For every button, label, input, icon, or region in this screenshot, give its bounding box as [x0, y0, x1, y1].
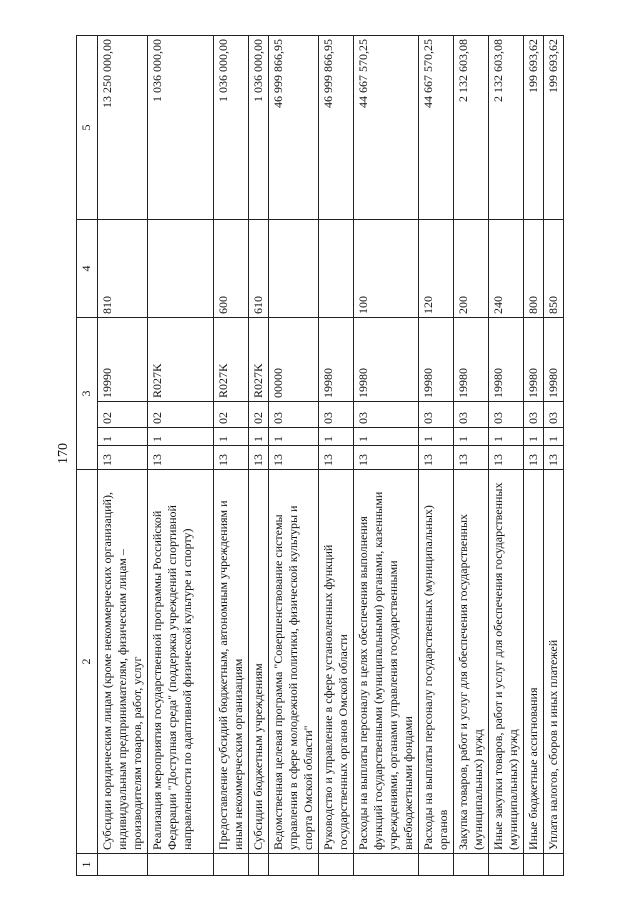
- table-row: [489, 36, 524, 876]
- row-index-cell: [148, 854, 214, 876]
- code-part-3: 03: [524, 402, 544, 428]
- code-part-2: 1: [489, 428, 524, 446]
- page-number: 170: [56, 443, 71, 464]
- table-row: [354, 36, 419, 876]
- code-part-2: 1: [148, 428, 214, 446]
- amount: 1 036 000,00: [214, 36, 249, 220]
- table-row: [148, 36, 214, 876]
- row-name: Расходы на выплаты персоналу в целях обеспечения выполнения функций государственными (муниципальными) органами, казенными учреждениями, органами управления государственными внебюджетными фондами: [354, 470, 419, 854]
- code-part-1: 13: [249, 446, 269, 470]
- row-name: Субсидии юридическим лицам (кроме некоммерческих организаций), индивидуальным предпринимателям, физическим лицам – производителям товаров, работ, услуг: [98, 470, 148, 854]
- code-part-1: 13: [524, 446, 544, 470]
- code-part-3: 02: [98, 402, 148, 428]
- code-part-1: 13: [319, 446, 354, 470]
- expense-type-code: 610: [249, 220, 269, 318]
- code-part-2: 1: [454, 428, 489, 446]
- amount: 44 667 570,25: [419, 36, 454, 220]
- table-row: [419, 36, 454, 876]
- code-part-2: 1: [249, 428, 269, 446]
- code-part-1: 13: [454, 446, 489, 470]
- code-part-4: 19980: [454, 318, 489, 402]
- code-part-1: 13: [489, 446, 524, 470]
- code-part-1: 13: [419, 446, 454, 470]
- amount: 46 999 866,95: [319, 36, 354, 220]
- row-index-cell: [319, 854, 354, 876]
- code-part-3: 03: [419, 402, 454, 428]
- code-part-3: 03: [489, 402, 524, 428]
- amount: 13 250 000,00: [98, 36, 148, 220]
- amount: 1 036 000,00: [249, 36, 269, 220]
- row-index-cell: [98, 854, 148, 876]
- row-index-cell: [269, 854, 319, 876]
- code-part-3: 03: [454, 402, 489, 428]
- amount: 199 693,62: [524, 36, 544, 220]
- expense-type-code: 600: [214, 220, 249, 318]
- amount: 2 132 603,08: [489, 36, 524, 220]
- expense-type-code: 200: [454, 220, 489, 318]
- amount: 2 132 603,08: [454, 36, 489, 220]
- code-part-1: 13: [269, 446, 319, 470]
- code-part-4: 19990: [98, 318, 148, 402]
- code-part-1: 13: [354, 446, 419, 470]
- code-part-3: 03: [319, 402, 354, 428]
- row-index-cell: [419, 854, 454, 876]
- row-index-cell: [454, 854, 489, 876]
- row-index-cell: [544, 854, 564, 876]
- header-col-3: 3: [77, 318, 98, 470]
- row-index-cell: [524, 854, 544, 876]
- header-col-5: 5: [77, 36, 98, 220]
- expense-type-code: 100: [354, 220, 419, 318]
- table-row: [319, 36, 354, 876]
- code-part-1: 13: [544, 446, 564, 470]
- header-col-1: 1: [77, 854, 98, 876]
- expense-type-code: 240: [489, 220, 524, 318]
- code-part-2: 1: [544, 428, 564, 446]
- code-part-4: 19980: [354, 318, 419, 402]
- row-name: Предоставление субсидий бюджетным, автономным учреждениям и иным некоммерческим организациям: [214, 470, 249, 854]
- code-part-2: 1: [214, 428, 249, 446]
- code-part-3: 02: [148, 402, 214, 428]
- code-part-3: 03: [544, 402, 564, 428]
- code-part-1: 13: [98, 446, 148, 470]
- code-part-4: 19980: [419, 318, 454, 402]
- code-part-2: 1: [419, 428, 454, 446]
- row-name: Иные бюджетные ассигнования: [524, 470, 544, 854]
- row-index-cell: [214, 854, 249, 876]
- row-index-cell: [354, 854, 419, 876]
- row-name: Ведомственная целевая программа "Совершенствование системы управления в сфере молодежной политики, физической культуры и спорта Омской области": [269, 470, 319, 854]
- row-index-cell: [249, 854, 269, 876]
- expense-type-code: 810: [98, 220, 148, 318]
- code-part-3: 03: [269, 402, 319, 428]
- code-part-3: 03: [354, 402, 419, 428]
- code-part-2: 1: [98, 428, 148, 446]
- table-row: [544, 36, 564, 876]
- code-part-4: 19980: [319, 318, 354, 402]
- code-part-1: 13: [148, 446, 214, 470]
- row-name: Уплата налогов, сборов и иных платежей: [544, 470, 564, 854]
- table-row: [98, 36, 148, 876]
- code-part-2: 1: [269, 428, 319, 446]
- row-name: Руководство и управление в сфере установленных функций государственных органов Омской области: [319, 470, 354, 854]
- row-name: Иные закупки товаров, работ и услуг для обеспечения государственных (муниципальных) нужд: [489, 470, 524, 854]
- expense-type-code: [319, 220, 354, 318]
- header-col-4: 4: [77, 220, 98, 318]
- expense-type-code: [148, 220, 214, 318]
- code-part-3: 02: [249, 402, 269, 428]
- row-index-cell: [489, 854, 524, 876]
- code-part-3: 02: [214, 402, 249, 428]
- code-part-4: 00000: [269, 318, 319, 402]
- rotated-page: [34, 36, 584, 876]
- table-row: [454, 36, 489, 876]
- code-part-4: R027K: [214, 318, 249, 402]
- table-row: [524, 36, 544, 876]
- header-row: [77, 36, 98, 876]
- code-part-4: 19980: [524, 318, 544, 402]
- code-part-2: 1: [524, 428, 544, 446]
- amount: 1 036 000,00: [148, 36, 214, 220]
- table-row: [269, 36, 319, 876]
- code-part-4: R027K: [148, 318, 214, 402]
- table-row: [214, 36, 249, 876]
- row-name: Расходы на выплаты персоналу государственных (муниципальных) органов: [419, 470, 454, 854]
- amount: 199 693,62: [544, 36, 564, 220]
- table-row: [249, 36, 269, 876]
- row-name: Закупка товаров, работ и услуг для обеспечения государственных (муниципальных) нужд: [454, 470, 489, 854]
- code-part-2: 1: [354, 428, 419, 446]
- code-part-4: 19980: [544, 318, 564, 402]
- budget-table: [76, 35, 564, 876]
- code-part-4: R027K: [249, 318, 269, 402]
- expense-type-code: 800: [524, 220, 544, 318]
- expense-type-code: 120: [419, 220, 454, 318]
- code-part-1: 13: [214, 446, 249, 470]
- expense-type-code: [269, 220, 319, 318]
- amount: 46 999 866,95: [269, 36, 319, 220]
- row-name: Реализация мероприятия государственной программы Российской Федерации "Доступная среда" (поддержка учреждений спортивной направленности по адаптивной физической культуре и спорту): [148, 470, 214, 854]
- code-part-2: 1: [319, 428, 354, 446]
- code-part-4: 19980: [489, 318, 524, 402]
- header-col-2: 2: [77, 470, 98, 854]
- expense-type-code: 850: [544, 220, 564, 318]
- row-name: Субсидии бюджетным учреждениям: [249, 470, 269, 854]
- amount: 44 667 570,25: [354, 36, 419, 220]
